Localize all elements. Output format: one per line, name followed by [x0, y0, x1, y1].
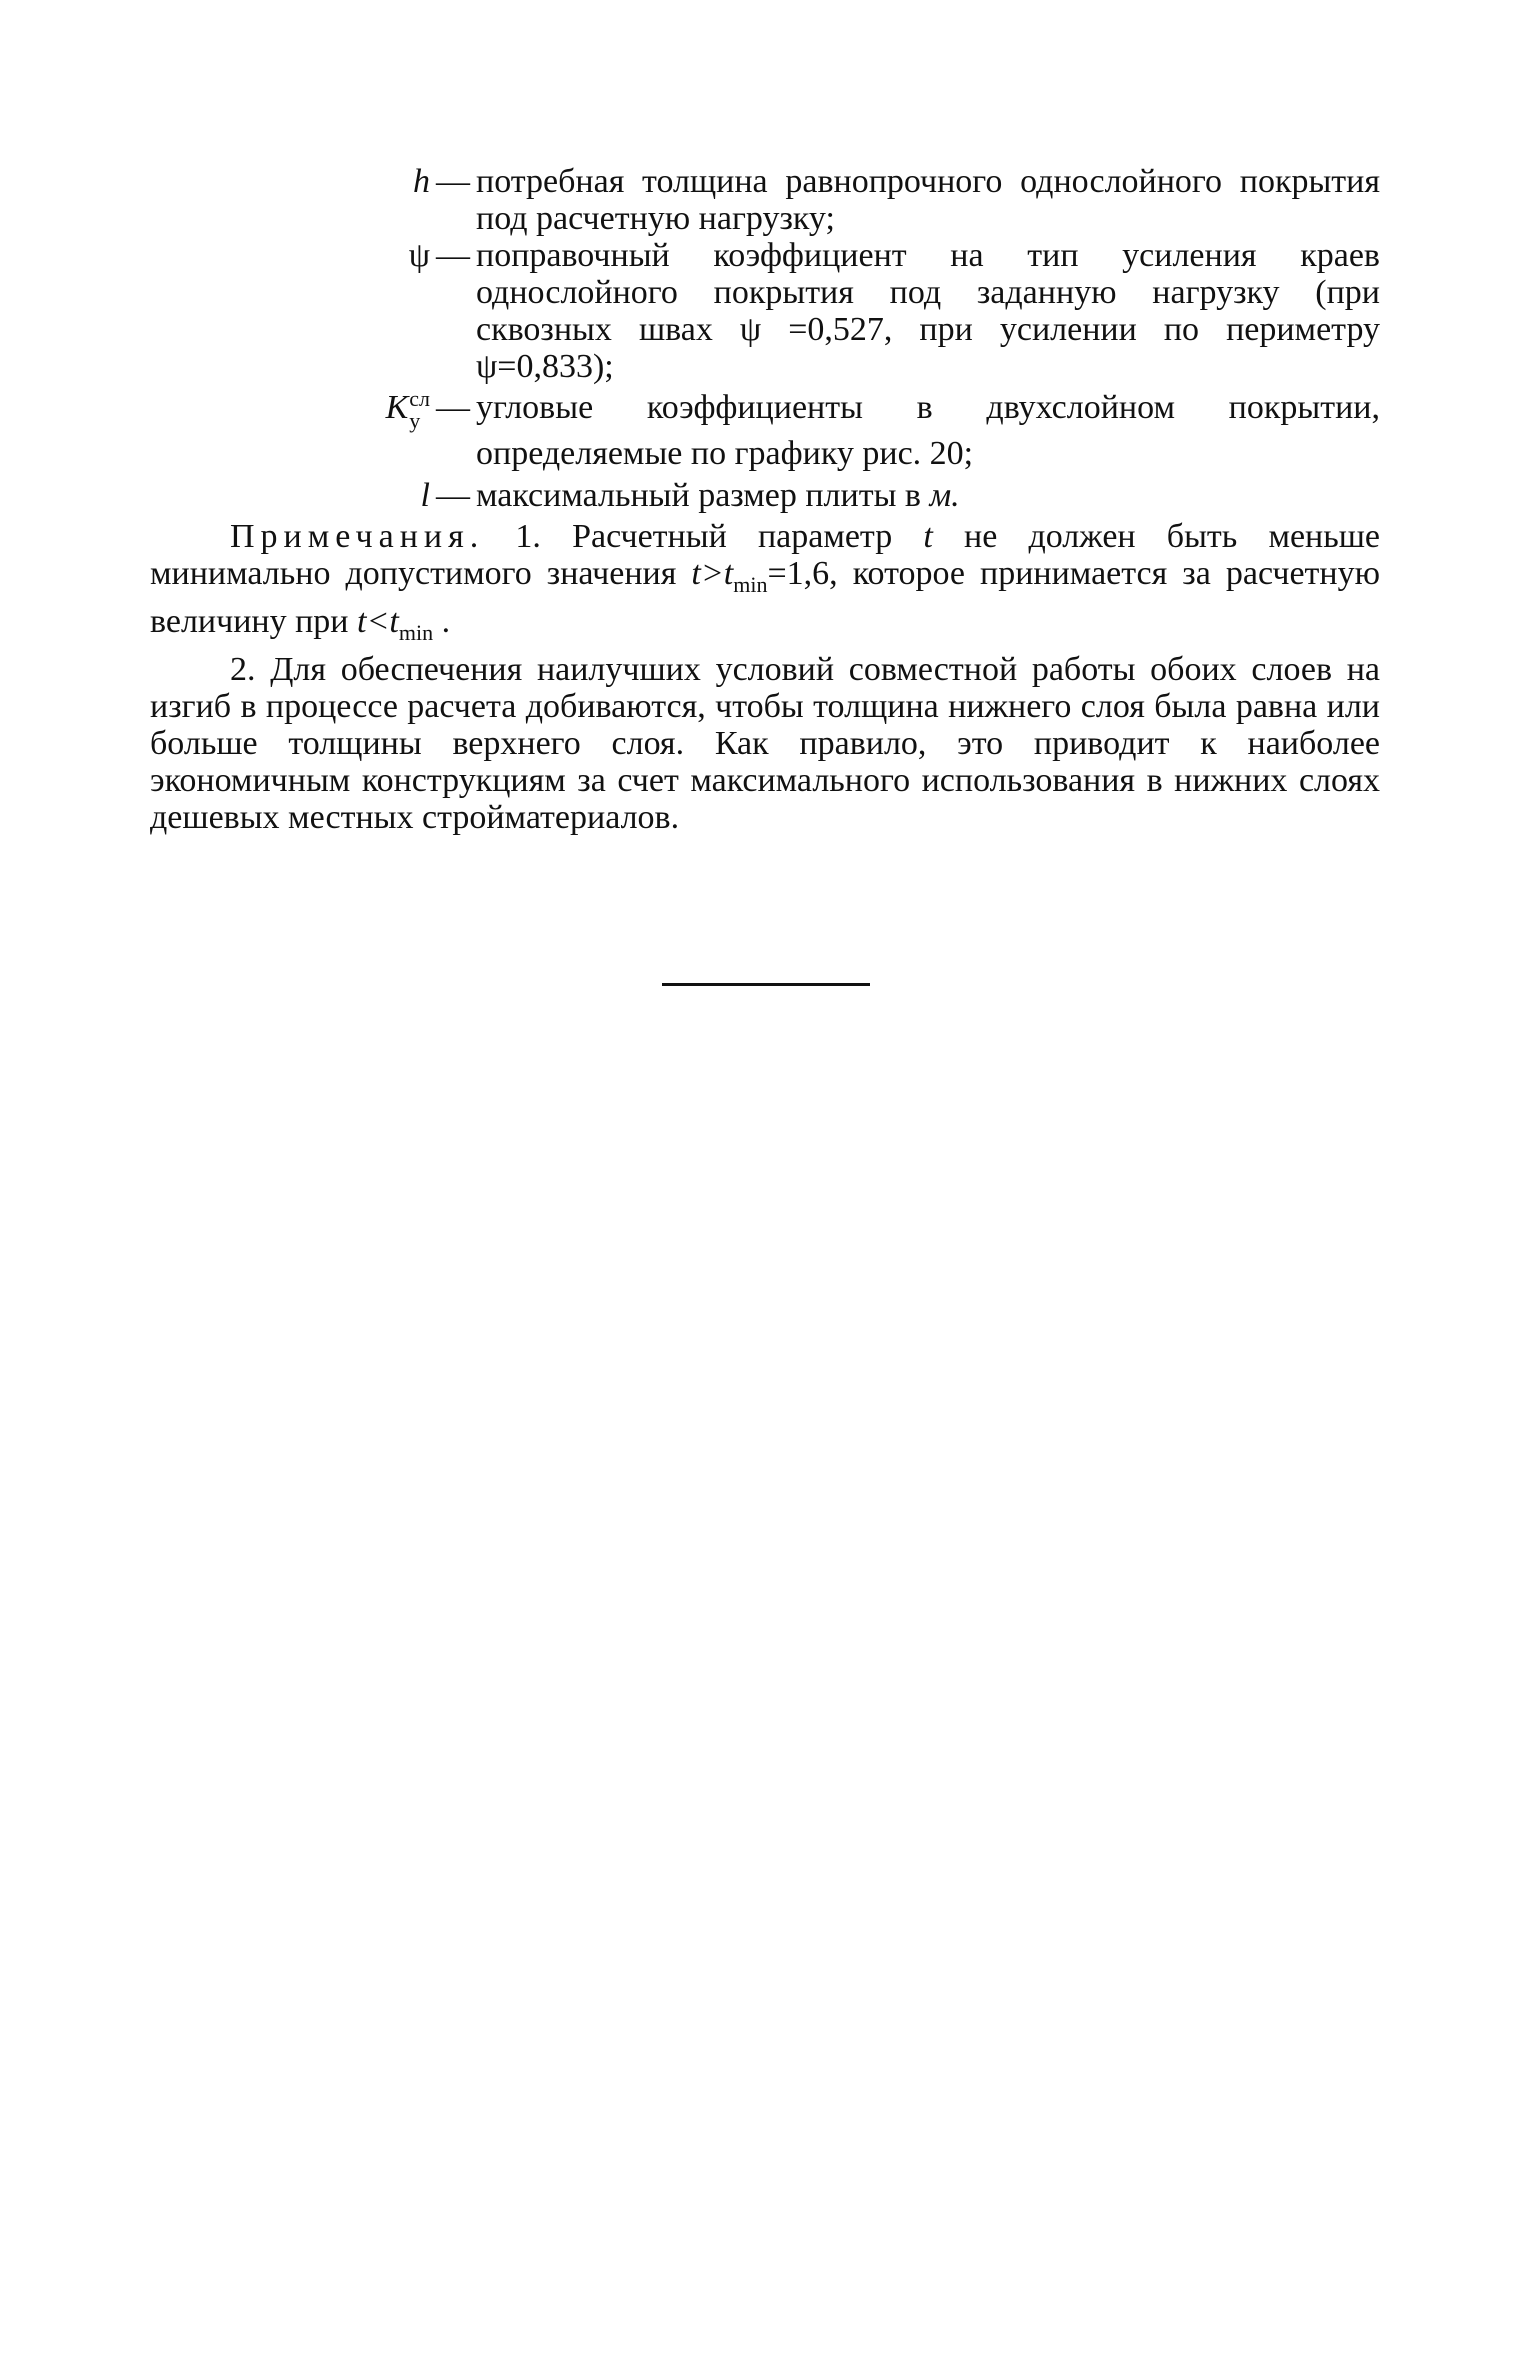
symbol-subscript: у [409, 408, 421, 434]
definition-item-k [360, 385, 1380, 477]
note-1-number: 1. [515, 518, 541, 555]
notes-section [150, 518, 1380, 836]
definition-symbol: h [413, 163, 430, 200]
definition-dash: — [436, 237, 470, 274]
definition-text: угловые коэффициенты в двухслойном покрытии, определяемые по графику рис. 20; [476, 389, 1380, 472]
note-1-text-c: которое принимается за расчетную величину при [150, 555, 1381, 640]
definition-symbol: l [420, 477, 430, 514]
definition-text-main: максимальный размер плиты в [476, 477, 921, 514]
note-1-cond-gt-sub: min [733, 571, 768, 597]
note-1-cond-lt: t<t [357, 602, 399, 640]
definition-dash: — [436, 389, 470, 426]
note-1-text-b: не должен быть меньше минимально допустимого значения [150, 518, 1381, 592]
section-end-rule [662, 983, 870, 986]
note-1-var-t: t [923, 518, 933, 555]
note-2: 2. Для обеспечения наилучших условий совместной работы обоих слоев на изгиб в процессе расчета добиваются, чтобы толщина нижнего слоя была равна или больше толщины верхнего слоя. Как правило, это приводит к наиболее экономичным конструкциям за счет максимального использования в нижних слоях дешевых местных стройматериалов. [150, 650, 1380, 836]
definition-unit: м. [929, 477, 960, 514]
definition-item-h [360, 163, 1380, 237]
note-1-end: . [441, 602, 451, 640]
note-1-text-a: Расчетный параметр [572, 518, 893, 555]
definition-symbol: ψ [408, 237, 430, 274]
definition-item-l [360, 477, 1380, 514]
note-1-cond-gt-value: =1,6, [767, 555, 838, 592]
definition-text: поправочный коэффициент на тип усиления краев однослойного покрытия под заданную нагрузку (при сквозных швах ψ =0,527, при усилении по периметру ψ=0,833); [476, 237, 1380, 385]
notes-heading: Примечания. [230, 518, 485, 555]
definitions-list [360, 163, 1380, 514]
definition-item-psi [360, 237, 1380, 385]
note-1-cond-lt-sub: min [398, 619, 434, 645]
definition-dash: — [436, 477, 470, 514]
note-1 [150, 518, 1380, 651]
definition-dash: — [436, 163, 470, 200]
definition-symbol [360, 385, 430, 432]
symbol-superscript: сл [409, 386, 430, 412]
symbol-base: K [385, 389, 409, 426]
definition-text [476, 477, 1380, 514]
note-1-cond-gt: t>t [691, 555, 734, 592]
symbol-indices [409, 388, 430, 432]
definition-text: потребная толщина равнопрочного однослойного покрытия под расчетную нагрузку; [476, 163, 1380, 237]
